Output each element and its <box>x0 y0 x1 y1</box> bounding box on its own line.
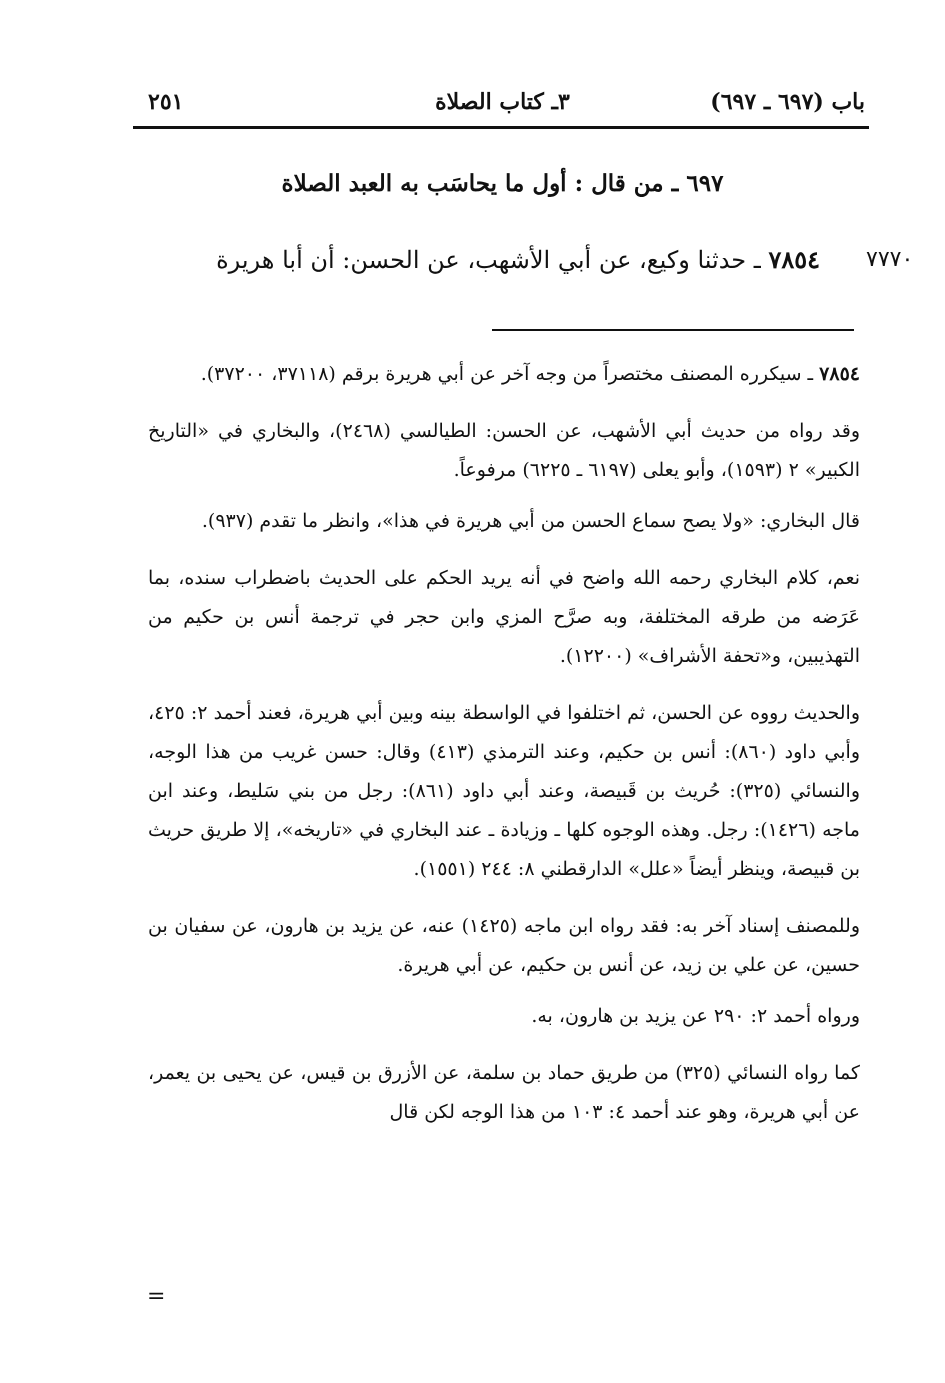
footnote-paragraph: قال البخاري: «ولا يصح سماع الحسن من أبي هريرة في هذا»، وانظر ما تقدم (٩٣٧). <box>201 510 860 532</box>
continuation-mark: = <box>147 1284 166 1309</box>
page-number: ٢٥١ <box>148 89 184 115</box>
footnote-text: ـ سيكرره المصنف مختصراً من وجه آخر عن أبي هريرة برقم (٣٧١١٨، ٣٧٢٠٠). <box>200 363 814 385</box>
header-divider <box>133 126 869 129</box>
footnotes <box>148 355 860 1132</box>
footnote-paragraph: وقد رواه من حديث أبي الأشهب، عن الحسن: الطيالسي (٢٤٦٨)، والبخاري في «التاريخ الكبير» ٢ (١٥٩٣)، وأبو يعلى (٦١٩٧ ـ ٦٢٢٥) مرفوعاً. <box>148 420 860 481</box>
hadith-number: ٧٨٥٤ <box>768 245 820 274</box>
footnote-paragraph <box>148 355 860 394</box>
footnote-paragraph: نعم، كلام البخاري رحمه الله واضح في أنه يريد الحكم على الحديث باضطراب سنده، بما عَرَضه من طرقه المختلفة، وبه صرَّح المزي وابن حجر في ترجمة أنس بن حكيم من التهذيبين، و«تحفة الأشراف» (١٢٢٠٠). <box>148 567 860 667</box>
hadith-line <box>140 238 820 282</box>
section-range: باب (٦٩٧ ـ ٦٩٧) <box>710 89 865 115</box>
running-header <box>140 84 865 120</box>
book-title: ٣ـ كتاب الصلاة <box>435 89 570 115</box>
footnote-divider <box>492 329 854 331</box>
footnote-paragraph: والحديث رووه عن الحسن، ثم اختلفوا في الواسطة بينه وبين أبي هريرة، فعند أحمد ٢: ٤٢٥، وأبي داود (٨٦٠): أنس بن حكيم، وعند الترمذي (٤١٣) وقال: حسن غريب من هذا الوجه، والنسائي (٣٢٥): حُريث بن قَبيصة، وعند أبي داود (٨٦١): رجل من بني سَليط، وعند ابن ماجه (١٤٢٦): رجل. وهذه الوجوه كلها ـ وزيادة ـ عند البخاري في «تاريخه»، إلا طريق حريث بن قبيصة، وينظر أيضاً «علل» الدارقطني ٨: ٢٤٤ (١٥٥١). <box>148 702 860 880</box>
side-reference-number: ٧٧٧٠ <box>866 247 914 272</box>
footnote-paragraph: ورواه أحمد ٢: ٢٩٠ عن يزيد بن هارون، به. <box>531 1005 860 1027</box>
hadith-text: ـ حدثنا وكيع، عن أبي الأشهب، عن الحسن: أن أبا هريرة <box>216 246 761 274</box>
footnote-paragraph: وللمصنف إسناد آخر به: فقد رواه ابن ماجه (١٤٢٥) عنه، عن يزيد بن هارون، عن سفيان بن حسين، عن علي بن زيد، عن أنس بن حكيم، عن أبي هريرة. <box>148 915 860 976</box>
chapter-title: ٦٩٧ ـ من قال : أول ما يحاسَب به العبد الصلاة <box>281 170 724 197</box>
footnote-paragraph: كما رواه النسائي (٣٢٥) من طريق حماد بن سلمة، عن الأزرق بن قيس، عن يحيى بن يعمر، عن أبي هريرة، وهو عند أحمد ٤: ١٠٣ من هذا الوجه لكن قال <box>148 1062 860 1123</box>
footnote-number: ٧٨٥٤ <box>819 363 860 385</box>
